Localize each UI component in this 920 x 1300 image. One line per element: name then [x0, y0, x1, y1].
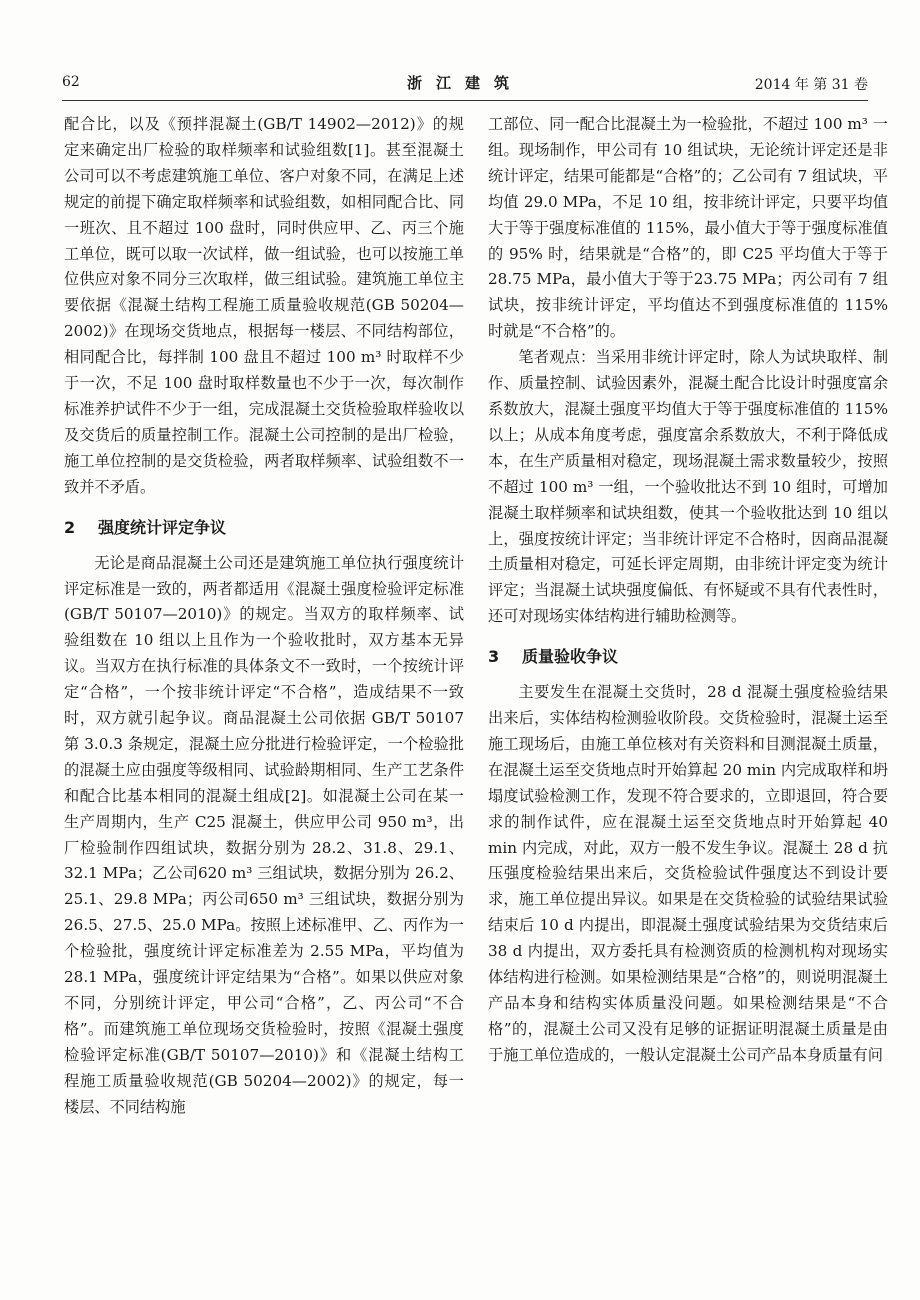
section-number: 2 [64, 517, 76, 537]
journal-title: 浙江建筑 [406, 74, 523, 92]
paragraph: 笔者观点：当采用非统计评定时，除人为试块取样、制作、质量控制、试验因素外，混凝土配合比设计时强度富余系数放大，混凝土强度平均值大于等于强度标准值的 115% 以上；从成本角度考虑，强度富余系数放大，不利于降低成本，在生产质量相对稳定，现场混凝土需求数量较少，按照不超过 100 m³ 一组，一个验收批达不到 10 组时，可增加混凝土取样频率和试块组数，使其一个验收批达到 10 组以上，强度按统计评定；当非统计评定不合格时，因商品混凝土质量相对稳定，可延长评定周期，由非统计评定变为统计评定；当混凝土试块强度偏低、有怀疑或不具有代表性时，还可对现场实体结构进行辅助检测等。 [488, 348, 888, 626]
paragraph: 主要发生在混凝土交货时，28 d 混凝土强度检验结果出来后，实体结构检测验收阶段。交货检验时，混凝土运至施工现场后，由施工单位核对有关资料和目测混凝土质量，在混凝土运至交货地点时开始算起 20 min 内完成取样和坍塌度试验检测工作，发现不符合要求的，立即退回，符合要求的制作试件，应在混凝土运至交货地点时开始算起 40 min 内完成，对此，双方一般不发生争议。混凝土 28 d 抗压强度检验结果出来后，交货检验试件强度达不到设计要求，施工单位提出异议。如果是在交货检验的试验结果试验结束后 10 d 内提出，即混凝土强度试验结果为交货结束后 38 d 内提出，双方委托具有检测资质的检测机构对现场实体结构进行检测。如果检测结果是“合格”的，则说明混凝土产品本身和结构实体质量没问题。如果检测结果是“不合格”的，混凝土公司又没有足够的证据证明混凝土质量是由于施工单位造成的，一般认定混凝土公司产品本身质量有问 [488, 683, 888, 1064]
volume-info: 2014 年 第 31 卷 [754, 77, 868, 93]
paragraph: 配合比，以及《预拌混凝土(GB/T 14902—2012)》的规定来确定出厂检验的取样频率和试验组数[1]。甚至混凝土公司可以不考虑建筑施工单位、客户对象不同，在满足上述规定的前提下确定取样频率和试验组数，如相同配合比、同一班次、且不超过 100 盘时，同时供应甲、乙、丙三个施工单位，既可以取一次试样，做一组试验，也可以按施工单位供应对象不同分三次取样，做三组试验。建筑施工单位主要依据《混凝土结构工程施工质量验收规范(GB 50204—2002)》在现场交货地点，根据每一楼层、不同结构部位，相同配合比，每拌制 100 盘且不超过 100 m³ 时取样不少于一次，不足 100 盘时取样数量也不少于一次，每次制作标准养护试件不少于一组，完成混凝土交货检验取样验收以及交货后的质量控制工作。混凝土公司控制的是出厂检验，施工单位控制的是交货检验，两者取样频率、试验组数不一致并不矛盾。 [64, 115, 464, 496]
section-title: 强度统计评定争议 [98, 517, 227, 537]
section-heading-3 [488, 644, 888, 670]
right-column [488, 112, 888, 1069]
section-heading-2 [64, 515, 464, 541]
section-number: 3 [488, 647, 500, 667]
running-header [62, 70, 868, 101]
paragraph: 无论是商品混凝土公司还是建筑施工单位执行强度统计评定标准是一致的，两者都适用《混凝土强度检验评定标准(GB/T 50107—2010)》的规定。当双方的取样频率、试验组数在 10 组以上且作为一个验收批时，双方基本无异议。当双方在执行标准的具体条文不一致时，一个按统计评定“合格”，一个按非统计评定“不合格”，造成结果不一致时，双方就引起争议。商品混凝土公司依据 GB/T 50107 第 3.0.3 条规定，混凝土应分批进行检验评定，一个检验批的混凝土应由强度等级相同、试验龄期相同、生产工艺条件和配合比基本相同的混凝土组成[2]。如混凝土公司在某一生产周期内，生产 C25 混凝土，供应甲公司 950 m³，出厂检验制作四组试块，数据分别为 28.2、31.8、29.1、32.1 MPa；乙公司620 m³ 三组试块，数据分别为 26.2、25.1、29.8 MPa；丙公司650 m³ 三组试块，数据分别为 26.5、27.5、25.0 MPa。按照上述标准甲、乙、丙作为一个检验批，强度统计评定标准差为 2.55 MPa，平均值为 28.1 MPa，强度统计评定结果为“合格”。如果以供应对象不同，分别统计评定，甲公司“合格”，乙、丙公司“不合格”。而建筑施工单位现场交货检验时，按照《混凝土强度检验评定标准(GB/T 50107—2010)》和《混凝土结构工程施工质量验收规范(GB 50204—2002)》的规定，每一楼层、不同结构施 [64, 553, 464, 1116]
section-title: 质量验收争议 [522, 647, 619, 667]
left-column [64, 112, 464, 1121]
paragraph: 工部位、同一配合比混凝土为一检验批，不超过 100 m³ 一组。现场制作，甲公司有 10 组试块，无论统计评定还是非统计评定，结果可能都是“合格”的；乙公司有 7 组试块，平均值 29.0 MPa，不足 10 组，按非统计评定，只要平均值大于等于强度标准值的 115%，最小值大于等于强度标准值的 95% 时，结果就是“合格”的，即 C25 平均值大于等于 28.75 MPa，最小值大于等于23.75 MPa；丙公司有 7 组试块，按非统计评定，平均值达不到强度标准值的 115% 时就是“不合格”的。 [488, 115, 888, 341]
page-number: 62 [62, 74, 80, 90]
